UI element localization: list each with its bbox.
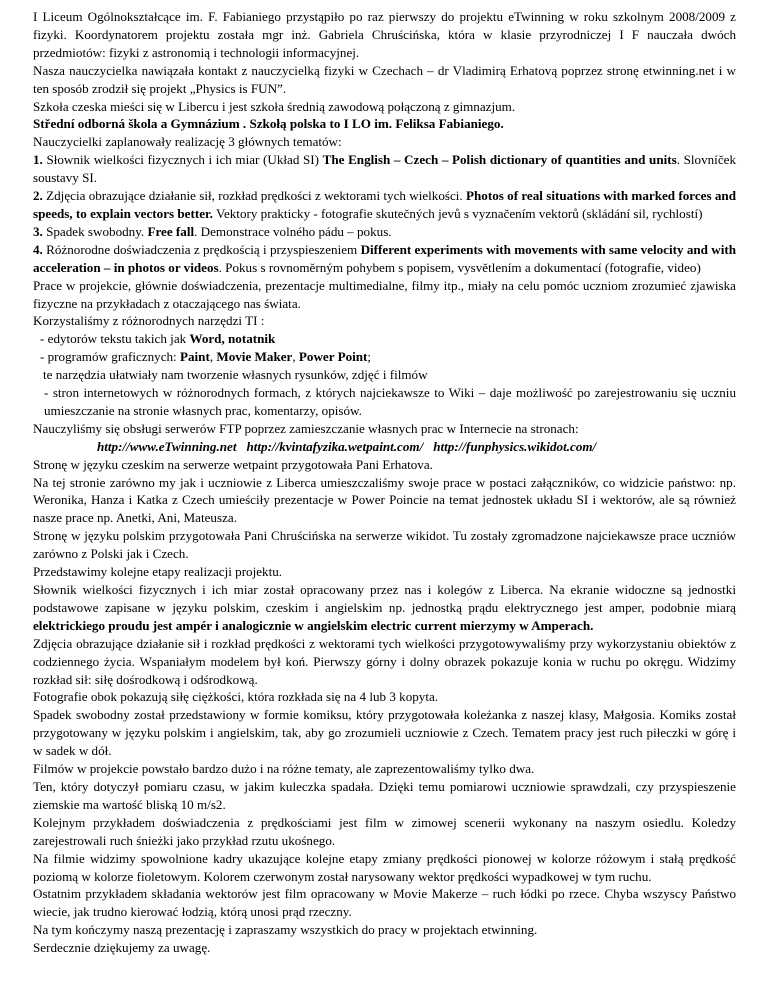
topic-2-english: Photos of real situations with marked forces and speeds, to explain vectors better.	[33, 188, 736, 221]
topic-4-number: 4.	[33, 241, 43, 257]
photos-paragraph: Zdjęcia obrazujące działanie sił i rozkład prędkości z wektorami tych wielkości przygotowywaliśmy przy wykorzystaniu obiektów z codziennego życia. Wspaniałym modelem był koń. Pierwszy górny i dolny obrazek pokazuje konia w ruchu po okręgu. Widzimy rozkład sił: siłę dośrodkową i odśrodkową.	[33, 635, 736, 687]
gravity-paragraph: Fotografie obok pokazują siłę ciężkości, która rozkłada się na 4 lub 3 kopyta.	[33, 689, 439, 705]
thanks-paragraph: Serdecznie dziękujemy za uwagę.	[33, 940, 211, 956]
dictionary-text: Słownik wielkości fizycznych i ich miar został opracowany przez nas i kolegów z Liberca. Na ekranie widoczne są jednostki podstawowe zapisane w języku polskim, czeskim i angielskim np. jednostką prądu elektrycznego jest amper, podobnie miarą	[33, 582, 736, 615]
topics-intro: Nauczycielki zaplanowały realizację 3 głównych tematów:	[33, 134, 342, 150]
topic-1-english: The English – Czech – Polish dictionary of quantities and units	[322, 152, 677, 168]
url-wikidot-link[interactable]: http://funphysics.wikidot.com/	[433, 438, 597, 454]
tool-name-paint: Paint	[179, 349, 210, 365]
topic-4-text: Różnorodne doświadczenia z prędkością i przyspieszeniem	[42, 241, 361, 257]
topic-4-czech: . Pokus s rovnoměrným pohybem s popisem, vysvětlením a dokumentací (fotografie, video)	[218, 259, 701, 275]
topic-2-number: 2.	[33, 188, 43, 204]
ftp-paragraph: Nauczyliśmy się obsługi serwerów FTP poprzez zamieszczanie własnych prac w Internecie na stronach:	[33, 420, 579, 436]
topic-1-number: 1.	[33, 152, 43, 168]
separator: ,	[292, 349, 299, 365]
tool-item-editors	[33, 330, 736, 348]
tool-item-note: te narzędzia ułatwiały nam tworzenie własnych rysunków, zdjęć i filmów	[43, 367, 428, 383]
partner-paragraph: Nasza nauczycielka nawiązała kontakt z nauczycielką fizyki w Czechach – dr Vladimirą Erhatovą poprzez stronę etwinning.net i w ten sposób zrodził się projekt „Physics is FUN”.	[33, 62, 736, 96]
tool-item-graphics	[33, 348, 736, 366]
topic-1-text: Słownik wielkości fizycznych i ich miar (Układ SI)	[42, 152, 323, 168]
dictionary-paragraph	[33, 581, 736, 635]
winter-film-paragraph: Kolejnym przykładem doświadczenia z prędkościami jest film w zimowej scenerii wykonany na naszym osiedlu. Koledzy zarejestrowali ruch śnieżki jako przykład rzutu ukośnego.	[33, 814, 736, 848]
topic-4-english: Different experiments with movements with same velocity and with acceleration – in photos or videos	[33, 241, 736, 275]
tool-item-editors-text: - edytorów tekstu takich jak	[40, 331, 190, 347]
url-line	[33, 438, 736, 456]
topic-2-czech: Vektory prakticky - fotografie skutečných jevů s vyznačením vektorů (skládání sil, rychlostí)	[212, 205, 703, 221]
tool-item-graphics-text: - programów graficznych:	[40, 349, 180, 365]
boat-film-paragraph: Ostatnim przykładem składania wektorów jest film opracowany w Movie Makerze – ruch łódki po rzece. Chyba wszyscy Państwo wiecie, jak trudno kierować łodzią, którą unosi prąd rzeczny.	[33, 886, 736, 920]
topic-3-english: Free fall	[147, 223, 195, 239]
topic-3-text: Spadek swobodny.	[42, 223, 148, 239]
czech-page-paragraph: Stronę w języku czeskim na serwerze wetpaint przygotowała Pani Erhatova.	[33, 456, 433, 472]
topic-1-czech: . Slovníček soustavy SI.	[33, 152, 736, 186]
semicolon: ;	[367, 349, 372, 365]
slow-motion-paragraph: Na filmie widzimy spowolnione kadry ukazujące kolejne etapy zmiany prędkości pionowej w kolorze różowym i stałą prędkość poziomą w kolorze fioletowym. Kolorem czerwonym został narysowany wektor prędkości wypadkowej w tym ruchu.	[33, 850, 736, 884]
separator: ,	[209, 349, 217, 365]
polish-page-paragraph: Stronę w języku polskim przygotowała Pani Chruścińska na serwerze wikidot. Tu zostały zgromadzone najciekawsze prace uczniów zarówno z Polski jak i Czech.	[33, 528, 736, 562]
tools-intro: Korzystaliśmy z różnorodnych narzędzi TI :	[33, 313, 265, 329]
closing-paragraph: Na tym kończymy naszą prezentację i zapraszamy wszystkich do pracy w projektach etwinning.	[33, 922, 538, 938]
films-paragraph: Filmów w projekcie powstało bardzo dużo i na różne tematy, ale zaprezentowaliśmy tylko dwa.	[33, 761, 535, 777]
url-wetpaint-link[interactable]: http://kvintafyzika.wetpaint.com/	[246, 438, 424, 454]
tool-item-websites: - stron internetowych w różnorodnych formach, z których najciekawsze to Wiki – daje możliwość po zarejestrowaniu się uczniu umieszczanie na stronie własnych prac, komentarzy, opisów.	[44, 385, 736, 418]
school-names-paragraph: Střední odborná škola a Gymnázium . Szkołą polska to I LO im. Feliksa Fabianiego.	[33, 116, 504, 132]
stages-paragraph: Przedstawimy kolejne etapy realizacji projektu.	[33, 564, 283, 580]
time-measurement-paragraph: Ten, który dotyczył pomiaru czasu, w jakim kuleczka spadała. Dzięki temu pomiarowi uczniowie sprawdzali, czy przyspieszenie ziemskie ma wartość bliską 10 m/s2.	[33, 778, 736, 812]
topic-3-number: 3.	[33, 223, 43, 239]
dictionary-bold-text: elektrickiego proudu jest ampér i analogicznie w angielskim electric current mierzymy w Amperach.	[33, 617, 594, 633]
tool-name-power-point: Power Point	[298, 349, 368, 365]
topic-2-text: Zdjęcia obrazujące działanie sił, rozkład prędkości z wektorami tych wielkości.	[42, 188, 467, 204]
topic-4	[33, 241, 736, 277]
czech-school-paragraph: Szkoła czeska mieści się w Libercu i jest szkoła średnią zawodową połączoną z gimnazjum.	[33, 98, 516, 114]
topic-3-czech: . Demonstrace volného pádu – pokus.	[194, 223, 392, 239]
topic-2	[33, 187, 736, 223]
free-fall-paragraph: Spadek swobodny został przedstawiony w formie komiksu, który przygotowała koleżanka z naszej klasy, Małgosia. Komiks został przygotowany w języku polskim i angielskim, tak, aby go zrozumieli uczniowie z Czech. Tematem pracy jest ruch piłeczki w górę i w sadek w dół.	[33, 707, 736, 759]
intro-paragraph: I Liceum Ogólnokształcące im. F. Fabianiego przystąpiło po raz pierwszy do projektu eTwinning w roku szkolnym 2008/2009 z fizyki. Koordynatorem projektu została mgr inż. Gabriela Chruścińska, która w klasie przyrodniczej I F nauczała dwóch przedmiotów: fizyki z astronomią i technologii informacyjnej.	[33, 9, 736, 60]
topic-3	[33, 223, 736, 241]
topic-1	[33, 151, 736, 187]
work-paragraph: Prace w projekcie, głównie doświadczenia, prezentacje multimedialne, filmy itp., miały na celu pomóc uczniom zrozumieć zjawiska fizyczne na przykładach z otaczającego nas świata.	[33, 277, 736, 311]
tool-name-movie-maker: Movie Maker	[216, 349, 293, 365]
uploads-paragraph: Na tej stronie zarówno my jak i uczniowie z Liberca umieszczaliśmy swoje prace w postaci załączników, co widzicie państwo: np. Weronika, Hanza i Katka z Czech umieściły prezentacje w Power Poincie na temat jednostek układu SI i wektorów, ale są również nasze prace np. Anetki, Ani, Mateusza.	[33, 474, 736, 526]
url-etwinning-link[interactable]: http://www.eTwinning.net	[97, 438, 237, 454]
tool-item-editors-names: Word, notatnik	[189, 331, 276, 347]
